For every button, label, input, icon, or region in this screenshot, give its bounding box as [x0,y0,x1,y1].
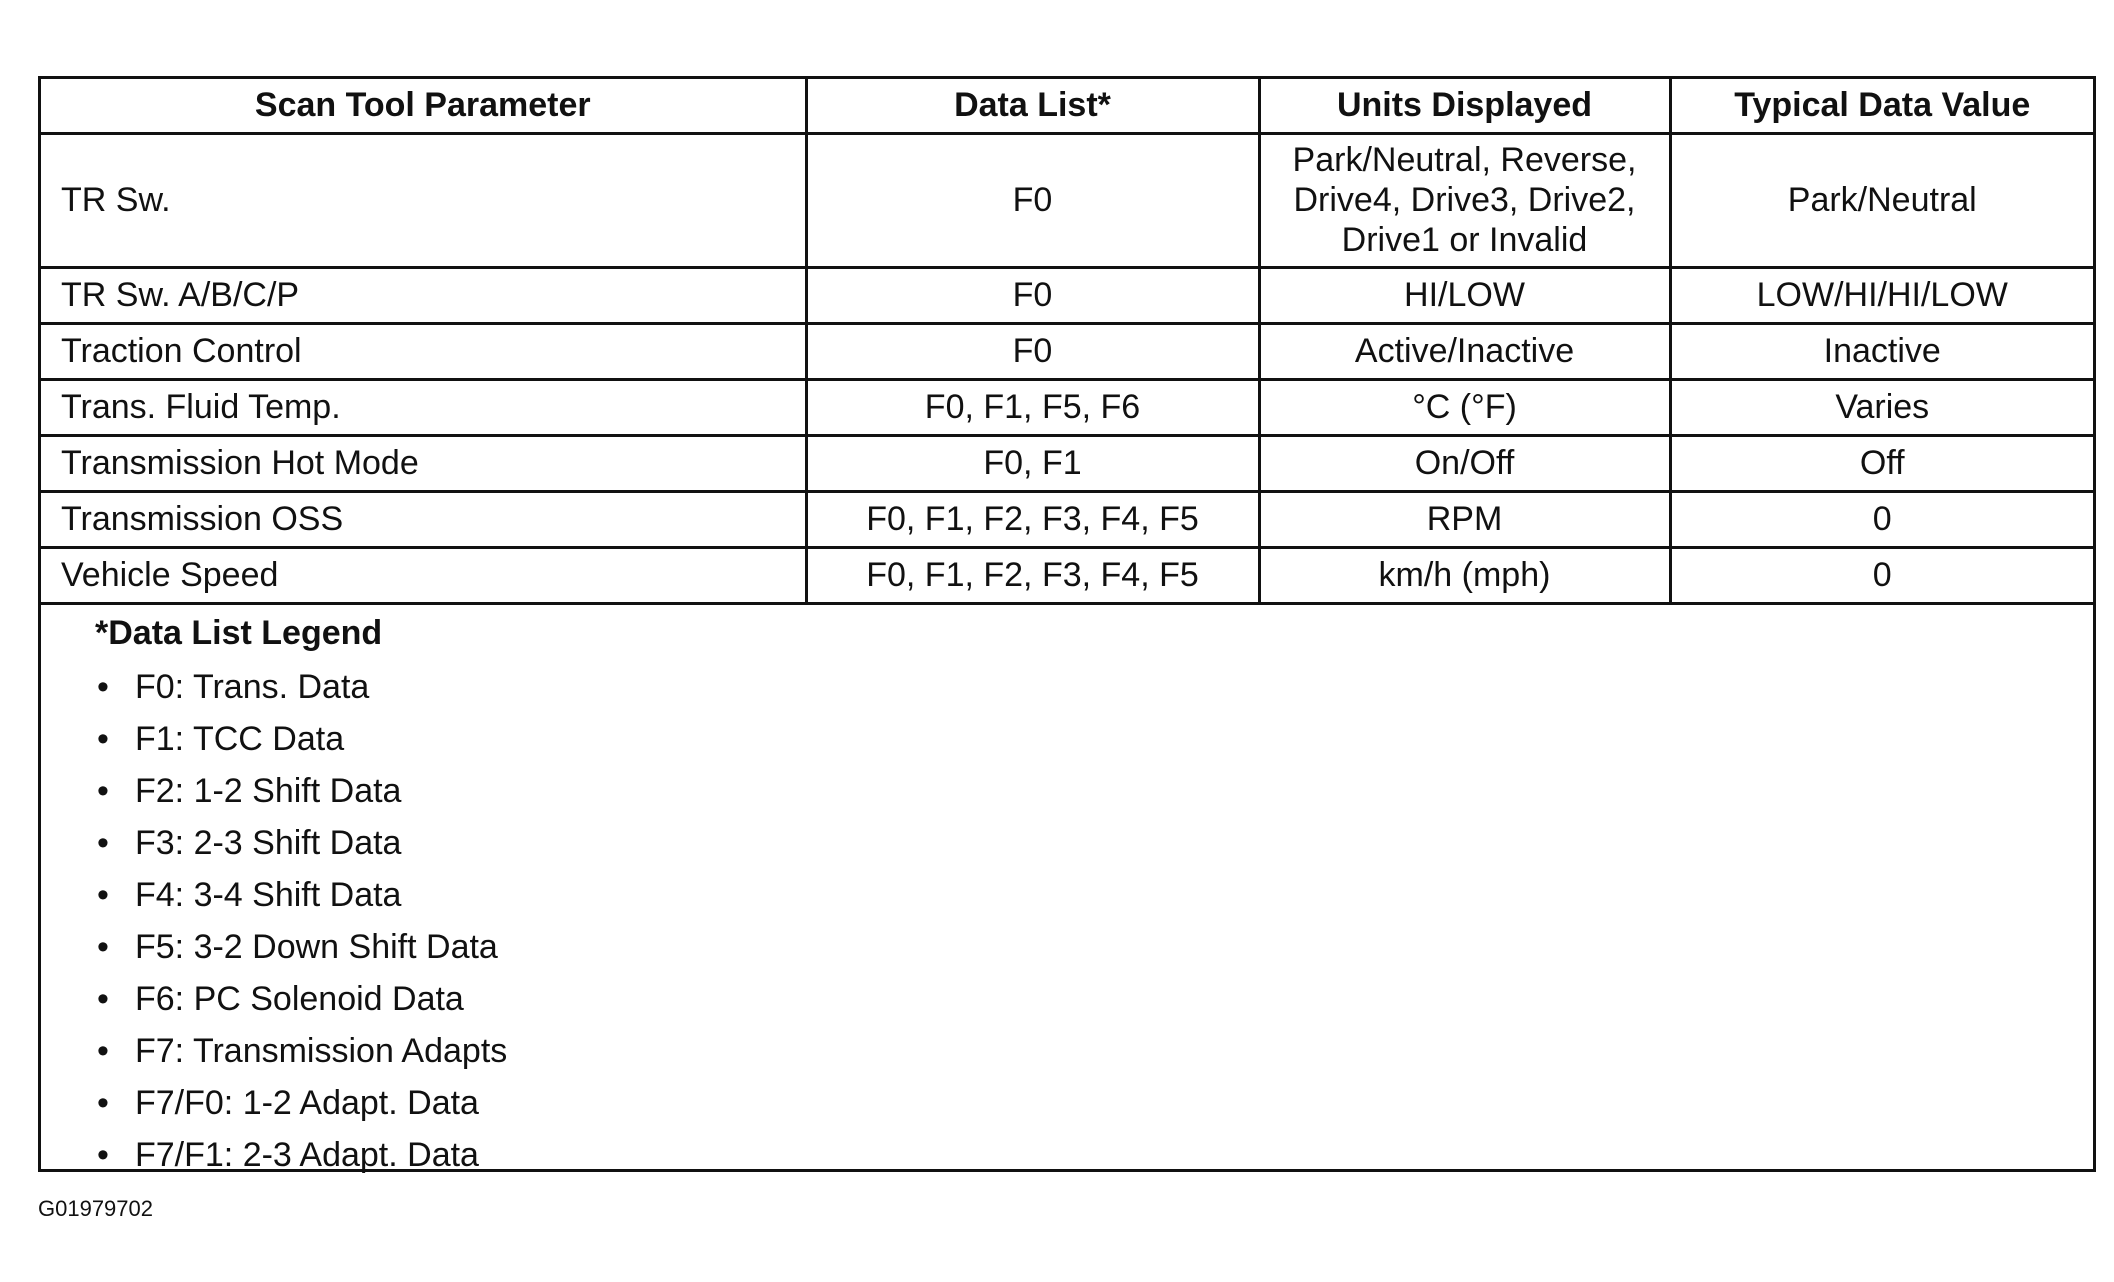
bullet-icon: • [97,667,109,706]
cell-parameter: Transmission OSS [41,491,806,547]
bullet-icon: • [97,1031,109,1070]
units-line: Park/Neutral, Reverse, [1292,141,1637,179]
cell-typical-value: Park/Neutral [1670,133,2093,267]
legend-list [95,661,2093,1181]
bullet-icon: • [97,875,109,914]
cell-units [1259,133,1670,267]
legend-item [97,973,2093,1025]
legend-item-text: F5: 3-2 Down Shift Data [135,927,498,966]
legend-item [97,921,2093,973]
bullet-icon: • [97,719,109,758]
cell-typical-value: Varies [1670,379,2093,435]
table-row [41,547,2093,603]
legend-item [97,1077,2093,1129]
legend-title: *Data List Legend [95,613,383,652]
cell-parameter: Traction Control [41,323,806,379]
legend-item [97,661,2093,713]
cell-parameter: Vehicle Speed [41,547,806,603]
legend-item-text: F0: Trans. Data [135,667,370,706]
scan-tool-data-table [38,76,2096,1172]
data-list-legend [41,605,2093,1181]
bullet-icon: • [97,823,109,862]
table-row [41,491,2093,547]
cell-parameter: TR Sw. [41,133,806,267]
cell-parameter: Transmission Hot Mode [41,435,806,491]
bullet-icon: • [97,1135,109,1174]
cell-units: RPM [1259,491,1670,547]
legend-item-text: F4: 3-4 Shift Data [135,875,402,914]
cell-data-list: F0, F1, F2, F3, F4, F5 [806,491,1259,547]
header-units-displayed: Units Displayed [1259,79,1670,133]
table-row [41,323,2093,379]
header-data-list: Data List* [806,79,1259,133]
legend-item-text: F2: 1-2 Shift Data [135,771,402,810]
cell-units: HI/LOW [1259,267,1670,323]
figure-id: G01979702 [38,1196,153,1221]
legend-item [97,1129,2093,1181]
cell-units: °C (°F) [1259,379,1670,435]
bullet-icon: • [97,927,109,966]
cell-typical-value: Off [1670,435,2093,491]
cell-typical-value: Inactive [1670,323,2093,379]
cell-units: km/h (mph) [1259,547,1670,603]
table-row [41,267,2093,323]
cell-parameter: Trans. Fluid Temp. [41,379,806,435]
header-typical-data-value: Typical Data Value [1670,79,2093,133]
cell-data-list: F0 [806,323,1259,379]
legend-item-text: F7: Transmission Adapts [135,1031,508,1070]
table-row [41,435,2093,491]
table-row [41,133,2093,267]
cell-data-list: F0, F1, F2, F3, F4, F5 [806,547,1259,603]
legend-item-text: F7/F1: 2-3 Adapt. Data [135,1135,479,1174]
cell-units: On/Off [1259,435,1670,491]
legend-item [97,869,2093,921]
cell-typical-value: 0 [1670,491,2093,547]
table-row [41,379,2093,435]
legend-item-text: F7/F0: 1-2 Adapt. Data [135,1083,479,1122]
legend-item [97,1025,2093,1077]
units-line: Drive1 or Invalid [1341,221,1588,259]
units-line: Drive4, Drive3, Drive2, [1293,181,1636,219]
cell-typical-value: 0 [1670,547,2093,603]
legend-item-text: F1: TCC Data [135,719,345,758]
cell-data-list: F0, F1, F5, F6 [806,379,1259,435]
legend-item [97,765,2093,817]
header-scan-tool-parameter: Scan Tool Parameter [41,79,806,133]
bullet-icon: • [97,1083,109,1122]
parameter-table [41,79,2093,605]
bullet-icon: • [97,771,109,810]
legend-item-text: F3: 2-3 Shift Data [135,823,402,862]
legend-item [97,817,2093,869]
legend-item-text: F6: PC Solenoid Data [135,979,464,1018]
legend-item [97,713,2093,765]
cell-data-list: F0 [806,133,1259,267]
cell-data-list: F0 [806,267,1259,323]
cell-parameter: TR Sw. A/B/C/P [41,267,806,323]
table-header-row [41,79,2093,133]
cell-units: Active/Inactive [1259,323,1670,379]
bullet-icon: • [97,979,109,1018]
cell-typical-value: LOW/HI/HI/LOW [1670,267,2093,323]
cell-data-list: F0, F1 [806,435,1259,491]
